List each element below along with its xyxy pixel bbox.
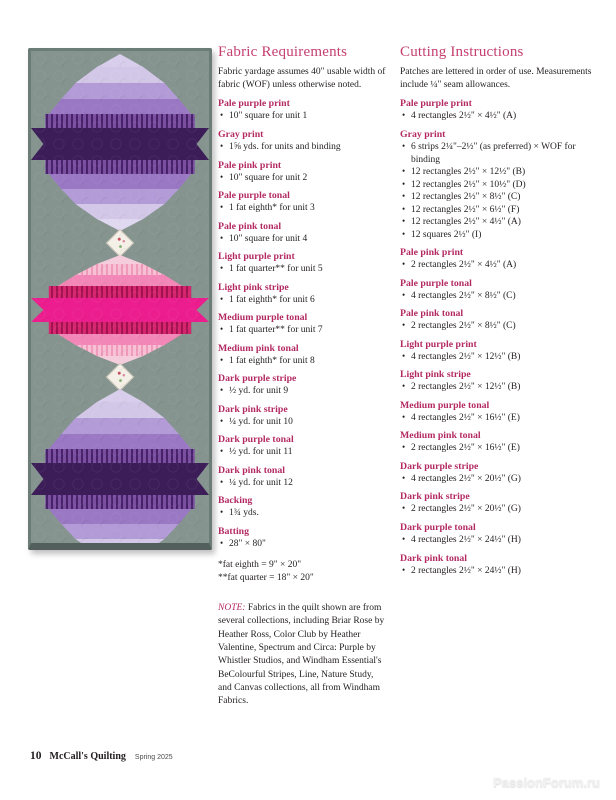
quilt-row-light-pink-stripe (31, 345, 209, 356)
fabric-group (218, 465, 388, 490)
floral-diamond-patch (31, 231, 209, 255)
magazine-name: McCall's Quilting (49, 751, 126, 762)
quilt-row-pale-purple-tonal (31, 402, 209, 418)
fabric-spec: • 4 rectangles 2½" × 16½" (E) (400, 412, 600, 425)
fabric-spec: • 4 rectangles 2½" × 12½" (B) (400, 351, 600, 364)
quilt-row-light-purple-print (31, 524, 209, 539)
fabric-requirements-list (218, 98, 388, 550)
quilt-row-pale-purple-tonal (31, 204, 209, 219)
note-text: Fabrics in the quilt shown are from several collections, including Briar Rose by Heather Ross, Color Club by Heather Valentine, Spectrum and Circa: Purple by Whistler Studios, and Windham Essential's BeColourful Stripes, Line, Nature Study, and Canvas collections, all from Windham Fabrics. (218, 603, 385, 707)
fabric-group (400, 522, 600, 547)
fabric-group (218, 190, 388, 215)
fabric-group (400, 308, 600, 333)
fabric-spec-list (400, 442, 600, 455)
quilt-row-pale-purple-print (31, 389, 209, 402)
fabric-name: Batting (218, 525, 250, 537)
issue-date: Spring 2025 (134, 754, 173, 761)
quilt-row-pale-purple-tonal (31, 67, 209, 83)
fabric-group (218, 404, 388, 429)
fabric-name: Dark purple stripe (218, 373, 297, 385)
fabric-name: Dark purple stripe (400, 460, 479, 472)
quilt-row-dark-purple-stripe (31, 449, 209, 463)
fabric-name: Dark pink stripe (400, 491, 470, 503)
fabric-spec-list (400, 412, 600, 425)
fabric-spec: • 6 strips 2¼"–2½" (as preferred) × WOF for binding (400, 141, 600, 166)
quilt-row-pale-purple-tonal (31, 539, 209, 550)
quilt-row-dark-pink-stripe (31, 286, 209, 298)
fabric-spec: • 2 rectangles 2½" × 24½" (H) (400, 565, 600, 578)
fabric-spec: • ¼ yd. for unit 10 (218, 416, 388, 429)
fabric-group (400, 98, 600, 123)
fabric-spec-list (400, 473, 600, 486)
quilt-row-dark-pink-tonal (31, 298, 209, 322)
fabric-name: Light purple print (218, 251, 295, 263)
quilt-row-dark-purple-stripe (31, 495, 209, 509)
fabric-group (218, 495, 388, 520)
quilt-design (31, 51, 209, 543)
fabric-name: Pale pink print (400, 247, 464, 259)
quilt-row-pale-pink-tonal (31, 255, 209, 264)
fabric-name: Dark pink tonal (400, 552, 467, 564)
fabric-spec-list (218, 202, 388, 215)
fabric-spec-list (400, 259, 600, 272)
fabric-spec-list (218, 172, 388, 185)
fabric-spec-list (400, 141, 600, 241)
fabric-spec: • 1 fat eighth* for unit 8 (218, 355, 388, 368)
fabric-group (400, 553, 600, 578)
note-label: NOTE: (218, 603, 246, 614)
fabric-name: Gray print (218, 128, 264, 140)
fabric-group (218, 526, 388, 551)
fabric-spec: • 2 rectangles 2½" × 20½" (G) (400, 503, 600, 516)
fabric-spec: • 4 rectangles 2½" × 24½" (H) (400, 534, 600, 547)
quilt-row-dark-pink-stripe (31, 322, 209, 334)
fabric-spec-list (218, 507, 388, 520)
fabric-spec: • 10" square for unit 4 (218, 233, 388, 246)
fabric-spec-list (218, 263, 388, 276)
quilt-row-dark-purple-stripe (31, 114, 209, 128)
fabric-spec: • 12 squares 2½" (I) (400, 229, 600, 242)
fabric-spec: • 1¾ yds. (218, 507, 388, 520)
fabric-group (400, 491, 600, 516)
fabric-name: Pale pink tonal (400, 308, 464, 320)
fabric-spec: • 1 fat quarter** for unit 5 (218, 263, 388, 276)
fabric-spec-list (218, 446, 388, 459)
quilt-row-pale-purple-print (31, 54, 209, 67)
fabric-requirements-title: Fabric Requirements (218, 44, 348, 60)
fabric-name: Light pink stripe (400, 369, 471, 381)
fabric-spec-list (400, 110, 600, 123)
fabric-spec: • 12 rectangles 2½" × 6½" (F) (400, 204, 600, 217)
fabric-spec-list (218, 385, 388, 398)
fabric-spec-list (400, 351, 600, 364)
fabric-name: Light pink stripe (218, 281, 289, 293)
fabric-name: Pale purple tonal (400, 277, 472, 289)
page-number: 10 (30, 750, 42, 762)
quilt-row-medium-purple-tonal (31, 509, 209, 524)
fabric-group (400, 129, 600, 241)
fabric-name: Pale pink tonal (218, 220, 282, 232)
quilt-row-dark-purple-stripe (31, 160, 209, 174)
fabric-group (400, 278, 600, 303)
fabric-group (400, 461, 600, 486)
fabric-spec-list (400, 381, 600, 394)
fabric-spec: • ¼ yd. for unit 12 (218, 477, 388, 490)
fabric-spec-list (218, 233, 388, 246)
footnote-fat-quarter: **fat quarter = 18" × 20" (218, 573, 314, 584)
cutting-instructions-title: Cutting Instructions (400, 44, 524, 60)
fabric-group (400, 247, 600, 272)
fabric-spec-list (218, 355, 388, 368)
fabric-spec: • 1 fat quarter** for unit 7 (218, 324, 388, 337)
fabric-group (400, 369, 600, 394)
fabric-spec: • 1⅝ yds. for units and binding (218, 141, 388, 154)
fabric-spec: • 1 fat eighth* for unit 3 (218, 202, 388, 215)
fabric-name: Dark pink tonal (218, 464, 285, 476)
fabric-spec: • 12 rectangles 2½" × 8½" (C) (400, 191, 600, 204)
fabric-spec: • 4 rectangles 2½" × 4½" (A) (400, 110, 600, 123)
fabric-spec: • 12 rectangles 2½" × 10½" (D) (400, 179, 600, 192)
fabric-spec-list (400, 534, 600, 547)
fabric-name: Backing (218, 495, 253, 507)
fabric-requirements-section (218, 44, 388, 718)
fabric-name: Gray print (400, 128, 446, 140)
cutting-instructions-list (400, 98, 600, 577)
fabric-spec-list (218, 110, 388, 123)
fabric-spec-list (218, 538, 388, 551)
page-footer (30, 750, 173, 762)
fabric-requirements-intro: Fabric yardage assumes 40" usable width of fabric (WOF) unless otherwise noted. (218, 67, 386, 90)
quilt-row-medium-pink-tonal (31, 275, 209, 286)
quilt-row-medium-pink-tonal (31, 334, 209, 345)
footnotes (218, 559, 388, 585)
fabric-group (218, 221, 388, 246)
fabric-name: Medium purple tonal (400, 399, 490, 411)
quilt-row-dark-purple-tonal (31, 128, 209, 160)
fabric-name: Light purple print (400, 338, 477, 350)
fabric-group (218, 160, 388, 185)
fabric-name: Medium pink tonal (400, 430, 481, 442)
fabric-name: Medium pink tonal (218, 342, 299, 354)
fabric-spec-list (400, 290, 600, 303)
fabric-group (400, 339, 600, 364)
fabric-spec: • 2 rectangles 2½" × 8½" (C) (400, 320, 600, 333)
quilt-row-light-purple-print (31, 418, 209, 434)
quilt-row-medium-purple-tonal (31, 174, 209, 189)
floral-diamond-patch (31, 365, 209, 389)
fabric-spec-list (218, 416, 388, 429)
fabric-spec-list (218, 324, 388, 337)
quilt-row-dark-purple-tonal (31, 463, 209, 495)
fabric-spec: • ½ yd. for unit 9 (218, 385, 388, 398)
cutting-instructions-section (400, 44, 600, 583)
watermark: PassionForum.ru (493, 775, 600, 790)
fabric-spec: • 28" × 80" (218, 538, 388, 551)
fabrics-note (218, 602, 388, 708)
fabric-group (400, 400, 600, 425)
fabric-name: Medium purple tonal (218, 312, 308, 324)
fabric-name: Pale purple print (400, 98, 472, 110)
fabric-spec: • 2 rectangles 2½" × 12½" (B) (400, 381, 600, 394)
fabric-spec-list (218, 141, 388, 154)
fabric-spec-list (400, 503, 600, 516)
fabric-spec: • 2 rectangles 2½" × 16½" (E) (400, 442, 600, 455)
fabric-name: Dark pink stripe (218, 403, 288, 415)
quilt-row-medium-purple-tonal (31, 434, 209, 449)
fabric-spec: • 12 rectangles 2½" × 4½" (A) (400, 216, 600, 229)
fabric-spec-list (218, 477, 388, 490)
fabric-spec: • 10" square for unit 1 (218, 110, 388, 123)
quilt-row-light-purple-print (31, 83, 209, 99)
fabric-group (218, 282, 388, 307)
fabric-name: Dark purple tonal (218, 434, 294, 446)
quilt-row-medium-purple-tonal (31, 99, 209, 114)
floral-diamond (106, 229, 134, 257)
fabric-group (218, 373, 388, 398)
fabric-spec: • 10" square for unit 2 (218, 172, 388, 185)
cutting-instructions-intro: Patches are lettered in order of use. Measurements include ¼" seam allowances. (400, 67, 592, 90)
fabric-group (218, 251, 388, 276)
floral-diamond (106, 363, 134, 391)
fabric-group (400, 430, 600, 455)
footnote-fat-eighth: *fat eighth = 9" × 20" (218, 560, 302, 571)
fabric-name: Pale purple tonal (218, 190, 290, 202)
fabric-group (218, 312, 388, 337)
fabric-spec: • 2 rectangles 2½" × 4½" (A) (400, 259, 600, 272)
fabric-name: Dark purple tonal (400, 522, 476, 533)
fabric-spec-list (218, 294, 388, 307)
quilt-row-light-purple-print (31, 189, 209, 204)
fabric-group (218, 98, 388, 123)
fabric-spec: • 4 rectangles 2½" × 8½" (C) (400, 290, 600, 303)
fabric-spec-list (400, 565, 600, 578)
fabric-name: Pale pink print (218, 159, 282, 171)
fabric-group (218, 434, 388, 459)
fabric-spec: • 4 rectangles 2½" × 20½" (G) (400, 473, 600, 486)
fabric-spec: • 12 rectangles 2½" × 12½" (B) (400, 166, 600, 179)
quilt-row-light-pink-stripe (31, 264, 209, 275)
fabric-spec: • ½ yd. for unit 11 (218, 446, 388, 459)
fabric-spec-list (400, 320, 600, 333)
quilt-photo (28, 48, 212, 550)
fabric-spec: • 1 fat eighth* for unit 6 (218, 294, 388, 307)
fabric-group (218, 343, 388, 368)
fabric-group (218, 129, 388, 154)
fabric-name: Pale purple print (218, 98, 290, 110)
